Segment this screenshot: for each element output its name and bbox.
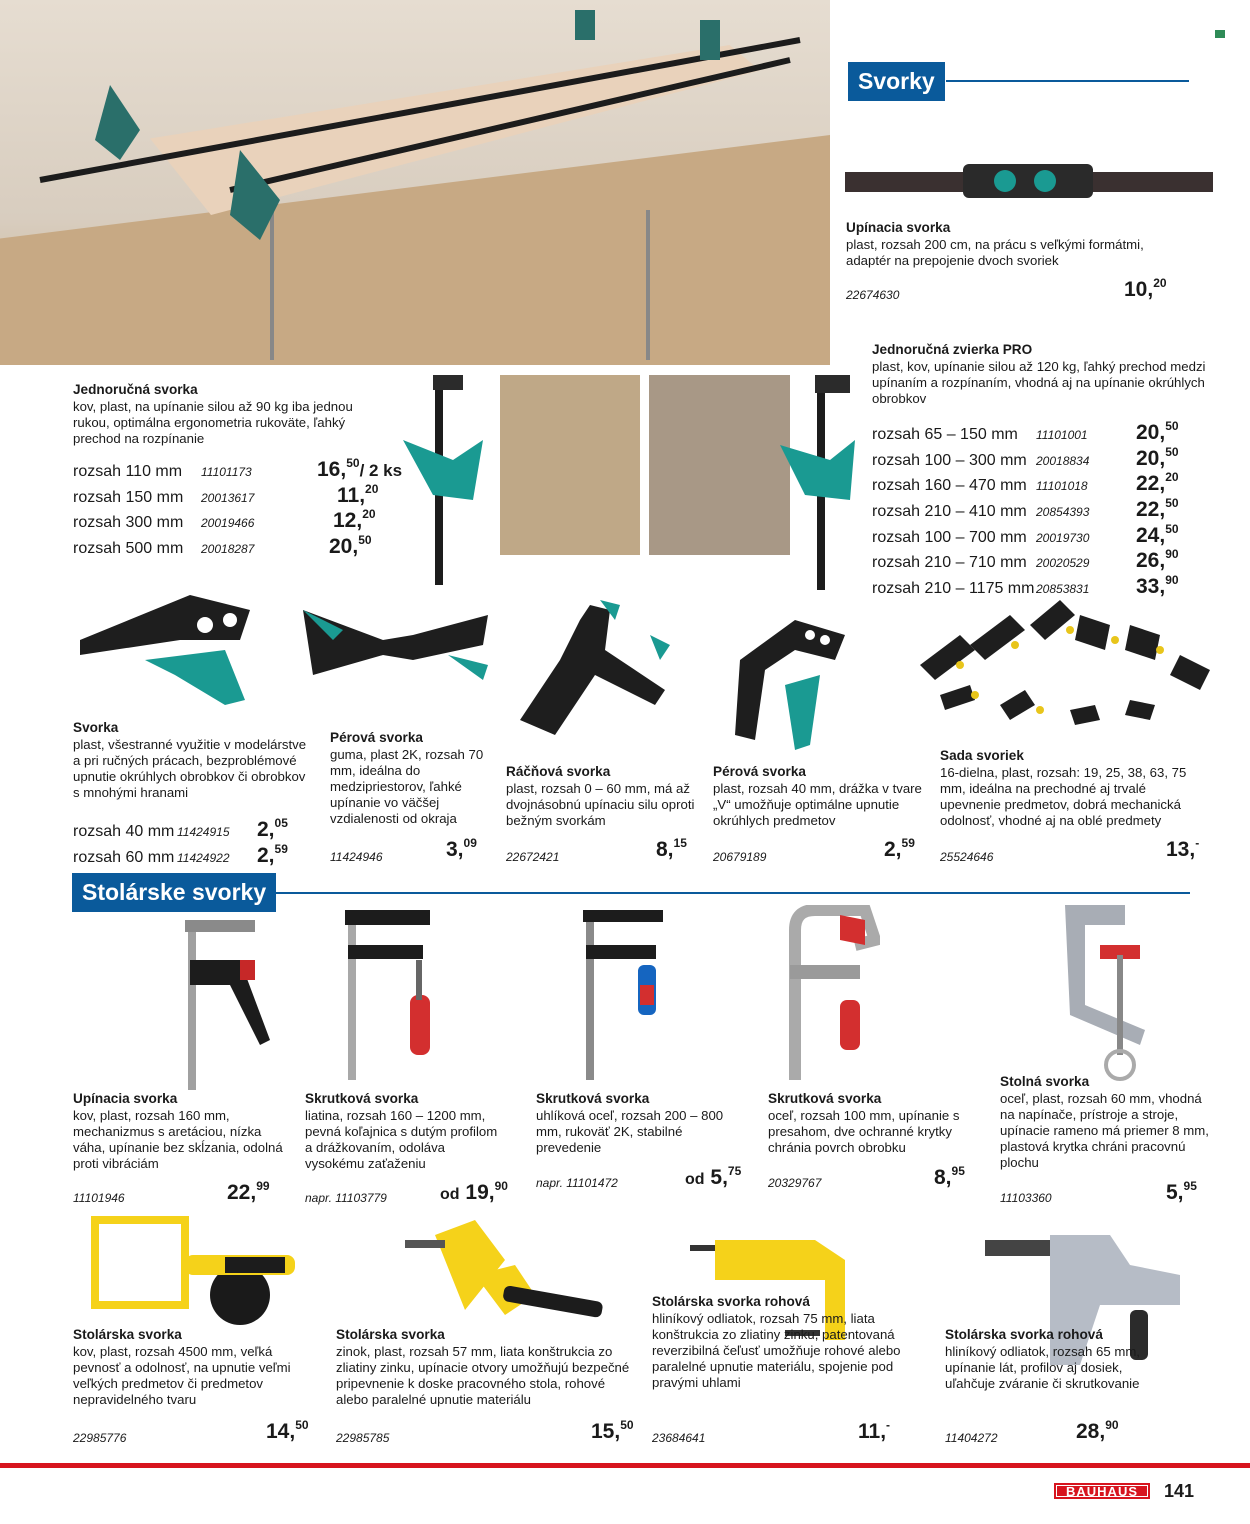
article-number: 23684641: [652, 1431, 706, 1445]
price: 2,59: [884, 836, 915, 861]
product-desc: uhlíková oceľ, rozsah 200 – 800 mm, rukoväť 2K, stabilné prevedenie: [536, 1108, 724, 1155]
upinacia-svorka-image: [845, 160, 1213, 202]
price: 14,50: [266, 1418, 309, 1443]
product-sada-svoriek: [940, 748, 1210, 829]
price-table-jednorucna: [73, 458, 402, 561]
article-number: napr. 11103779: [305, 1191, 387, 1205]
product-upinacia-svorka-2: [73, 1091, 293, 1172]
bauhaus-logo: BAUHAUS: [1054, 1483, 1150, 1499]
product-desc: guma, plast 2K, rozsah 70 mm, ideálna do medzipriestorov, ľahké upínanie vo väčšej vzdialenosti od okraja: [330, 747, 484, 826]
racnova-svorka-image: [510, 595, 680, 750]
product-desc: 16-dielna, plast, rozsah: 19, 25, 38, 63, 75 mm, ideálna na prechodné aj trvalé upevnenie predmetov, dobrá mechanická odolnosť, vhodné aj na oblé predmety: [940, 765, 1187, 828]
price-row: rozsah 210 – 410 mm 20854393 22,50: [872, 496, 1179, 522]
product-name: Sada svoriek: [940, 748, 1024, 763]
product-desc: zinok, plast, rozsah 57 mm, liata konštrukcia zo zliatiny zinku, upínacie otvory umožňujú bezpečné pripevnenie k doske pracovného stola, rohové alebo paralelné upnutie materiálu: [336, 1344, 630, 1407]
stolna-svorka-image: [1055, 895, 1165, 1085]
product-stolarska-svorka-2: [336, 1327, 631, 1408]
product-perova-svorka: [330, 730, 490, 827]
price: 5,95: [1166, 1179, 1197, 1204]
section-divider: [946, 80, 1189, 82]
pro-clamp-image: [765, 370, 865, 595]
product-svorka: [73, 720, 313, 801]
article-number: 11404272: [945, 1431, 998, 1445]
product-stolarska-rohova-1: [652, 1294, 902, 1391]
product-desc: plast, všestranné využitie v modelárstve a pri ručných prácach, bezproblémové upnutie okrúhlych obrobkov či obrobkov s mnohými hranami: [73, 737, 307, 800]
price: 3,09: [446, 836, 477, 861]
product-desc: hliníkový odliatok, rozsah 65 mm, upínanie lát, profilov aj dosiek, uľahčuje zváranie či skrutkovanie: [945, 1344, 1140, 1391]
product-perova-svorka-2: [713, 764, 923, 829]
product-upinacia-svorka: [846, 220, 1176, 269]
product-name: Stolárska svorka: [336, 1327, 445, 1342]
price-row: rozsah 210 – 710 mm 20020529 26,90: [872, 547, 1179, 573]
article-number: 20329767: [768, 1176, 822, 1190]
price-row: rozsah 40 mm 11424915 2,05: [73, 816, 288, 841]
price-table-zvierka-pro: [872, 421, 1179, 601]
article-number: 22985785: [336, 1431, 390, 1445]
product-name: Skrutková svorka: [768, 1091, 882, 1106]
usage-photo-1: [500, 375, 640, 555]
article-number: 11101946: [73, 1191, 125, 1205]
price-row: rozsah 210 – 1175 mm 20853831 33,90: [872, 573, 1179, 599]
product-name: Skrutková svorka: [536, 1091, 650, 1106]
page-number: 141: [1164, 1481, 1195, 1501]
product-skrutkova-svorka-3: [768, 1091, 968, 1156]
product-name: Stolárska svorka rohová: [945, 1327, 1103, 1342]
price-row: rozsah 60 mm 11424922 2,59: [73, 841, 288, 867]
perova-svorka-2-image: [735, 615, 860, 760]
product-desc: oceľ, rozsah 100 mm, upínanie s presahom, dve ochranné krytky chránia povrch obrobku: [768, 1108, 960, 1155]
hero-clamps-illustration: [0, 0, 830, 365]
upinacia-svorka-image-2: [180, 915, 280, 1095]
price: 8,15: [656, 836, 687, 861]
section-title-stolarske-svorky: Stolárske svorky: [72, 873, 276, 912]
sada-svoriek-image: [900, 595, 1235, 745]
article-number: 22985776: [73, 1431, 127, 1445]
price-row: rozsah 160 – 470 mm 11101018 22,20: [872, 470, 1179, 496]
price-row: rozsah 500 mm 20018287 20,50: [73, 533, 372, 559]
price-row: rozsah 65 – 150 mm 11101001 20,50: [872, 419, 1179, 444]
product-desc: plast, rozsah 40 mm, drážka v tvare „V“ umožňuje optimálne upnutie okrúhlych predmetov: [713, 781, 922, 828]
skrutkova-svorka-1-image: [340, 905, 440, 1085]
product-name: Stolná svorka: [1000, 1074, 1090, 1089]
svorka-image: [75, 580, 275, 710]
product-name: Upínacia svorka: [846, 220, 951, 235]
skrutkova-svorka-3-image: [785, 905, 880, 1085]
price-row: rozsah 150 mm 20013617 11,20: [73, 481, 379, 507]
flag-icon: [1215, 30, 1225, 38]
product-name: Stolárska svorka: [73, 1327, 182, 1342]
product-name: Pérová svorka: [713, 764, 806, 779]
hero-workbench-photo: [0, 0, 830, 365]
product-zvierka-pro: [872, 342, 1212, 407]
article-number: 20679189: [713, 850, 767, 864]
skrutkova-svorka-2-image: [580, 905, 670, 1085]
product-name: Svorka: [73, 720, 119, 735]
price-row: rozsah 300 mm 20019466 12,20: [73, 507, 376, 533]
price: 22,99: [227, 1179, 270, 1204]
product-stolna-svorka: [1000, 1074, 1210, 1171]
footer-divider: [0, 1463, 1250, 1468]
product-name: Ráčňová svorka: [506, 764, 611, 779]
section-title-svorky: Svorky: [848, 62, 945, 101]
product-desc: hliníkový odliatok, rozsah 75 mm, liata konštrukcia zo zliatiny zinku, patentovaná reverzibilná čeľusť umožňuje rohové alebo paralelné upnutie materiálu, spojenie pod pravými uhlami: [652, 1311, 901, 1390]
product-desc: kov, plast, na upínanie silou až 90 kg iba jednou rukou, optimálna ergonometria rukoväte, ľahký prechod na rozpínanie: [73, 399, 353, 446]
product-desc: plast, rozsah 200 cm, na prácu s veľkými formátmi, adaptér na prepojenie dvoch svoriek: [846, 237, 1144, 268]
product-name: Jednoručná svorka: [73, 382, 198, 397]
product-desc: plast, kov, upínanie silou až 120 kg, ľahký prechod medzi upínaním a rozpínaním, vhodná aj na upínanie okrúhlych obrobkov: [872, 359, 1206, 406]
product-name: Upínacia svorka: [73, 1091, 178, 1106]
product-skrutkova-svorka-2: [536, 1091, 736, 1156]
product-name: Skrutková svorka: [305, 1091, 419, 1106]
product-desc: liatina, rozsah 160 – 1200 mm, pevná koľajnica s dutým profilom a drážkovaním, odoláva vysokému zaťaženiu: [305, 1108, 498, 1171]
article-number: 22672421: [506, 850, 560, 864]
product-name: Stolárska svorka rohová: [652, 1294, 810, 1309]
product-skrutkova-svorka-1: [305, 1091, 505, 1172]
product-stolarska-rohova-2: [945, 1327, 1165, 1392]
price-row: rozsah 110 mm 11101173 16,50/ 2 ks: [73, 456, 403, 481]
price: 10,20: [1124, 276, 1167, 301]
band-clamp-image: [85, 1215, 310, 1330]
article-number: 11103360: [1000, 1191, 1052, 1205]
price-row: rozsah 100 – 700 mm 20019730 24,50: [872, 521, 1179, 547]
article-number: 11424946: [330, 850, 383, 864]
price-table-svorka: [73, 818, 288, 869]
product-desc: kov, plast, rozsah 4500 mm, veľká pevnosť a odolnosť, na upnutie veľmi veľkých predmetov či predmetov nepravidelného tvaru: [73, 1344, 291, 1407]
product-jednorucna-svorka: [73, 382, 383, 447]
product-stolarska-svorka-1: [73, 1327, 303, 1408]
article-number: 22674630: [846, 288, 900, 302]
article-number: napr. 11101472: [536, 1176, 618, 1190]
price: 15,50: [591, 1418, 634, 1443]
perova-svorka-image: [298, 605, 493, 685]
product-name: Pérová svorka: [330, 730, 423, 745]
product-name: Jednoručná zvierka PRO: [872, 342, 1033, 357]
price: od 5,75: [685, 1164, 742, 1189]
article-number: 25524646: [940, 850, 994, 864]
price: 28,90: [1076, 1418, 1119, 1443]
price: 13,-: [1166, 836, 1200, 861]
stolarska-svorka-2-image: [395, 1215, 610, 1330]
one-hand-clamp-image: [383, 370, 493, 590]
price: od 19,90: [440, 1179, 508, 1204]
product-desc: oceľ, plast, rozsah 60 mm, vhodná na napínače, prístroje a stroje, upínacie rameno má priemer 8 mm, plastová krytka chráni pracovnú plochu: [1000, 1091, 1209, 1170]
price-row: rozsah 100 – 300 mm 20018834 20,50: [872, 444, 1179, 470]
product-desc: kov, plast, rozsah 160 mm, mechanizmus s aretáciou, nízka váha, upínanie bez skĺzania, odolná proti vibráciám: [73, 1108, 283, 1171]
product-desc: plast, rozsah 0 – 60 mm, má až dvojnásobnú upínaciu silu oproti bežným svorkám: [506, 781, 695, 828]
price: 11,-: [858, 1418, 891, 1443]
section-divider: [270, 892, 1190, 894]
product-racnova-svorka: [506, 764, 706, 829]
price: 8,95: [934, 1164, 965, 1189]
